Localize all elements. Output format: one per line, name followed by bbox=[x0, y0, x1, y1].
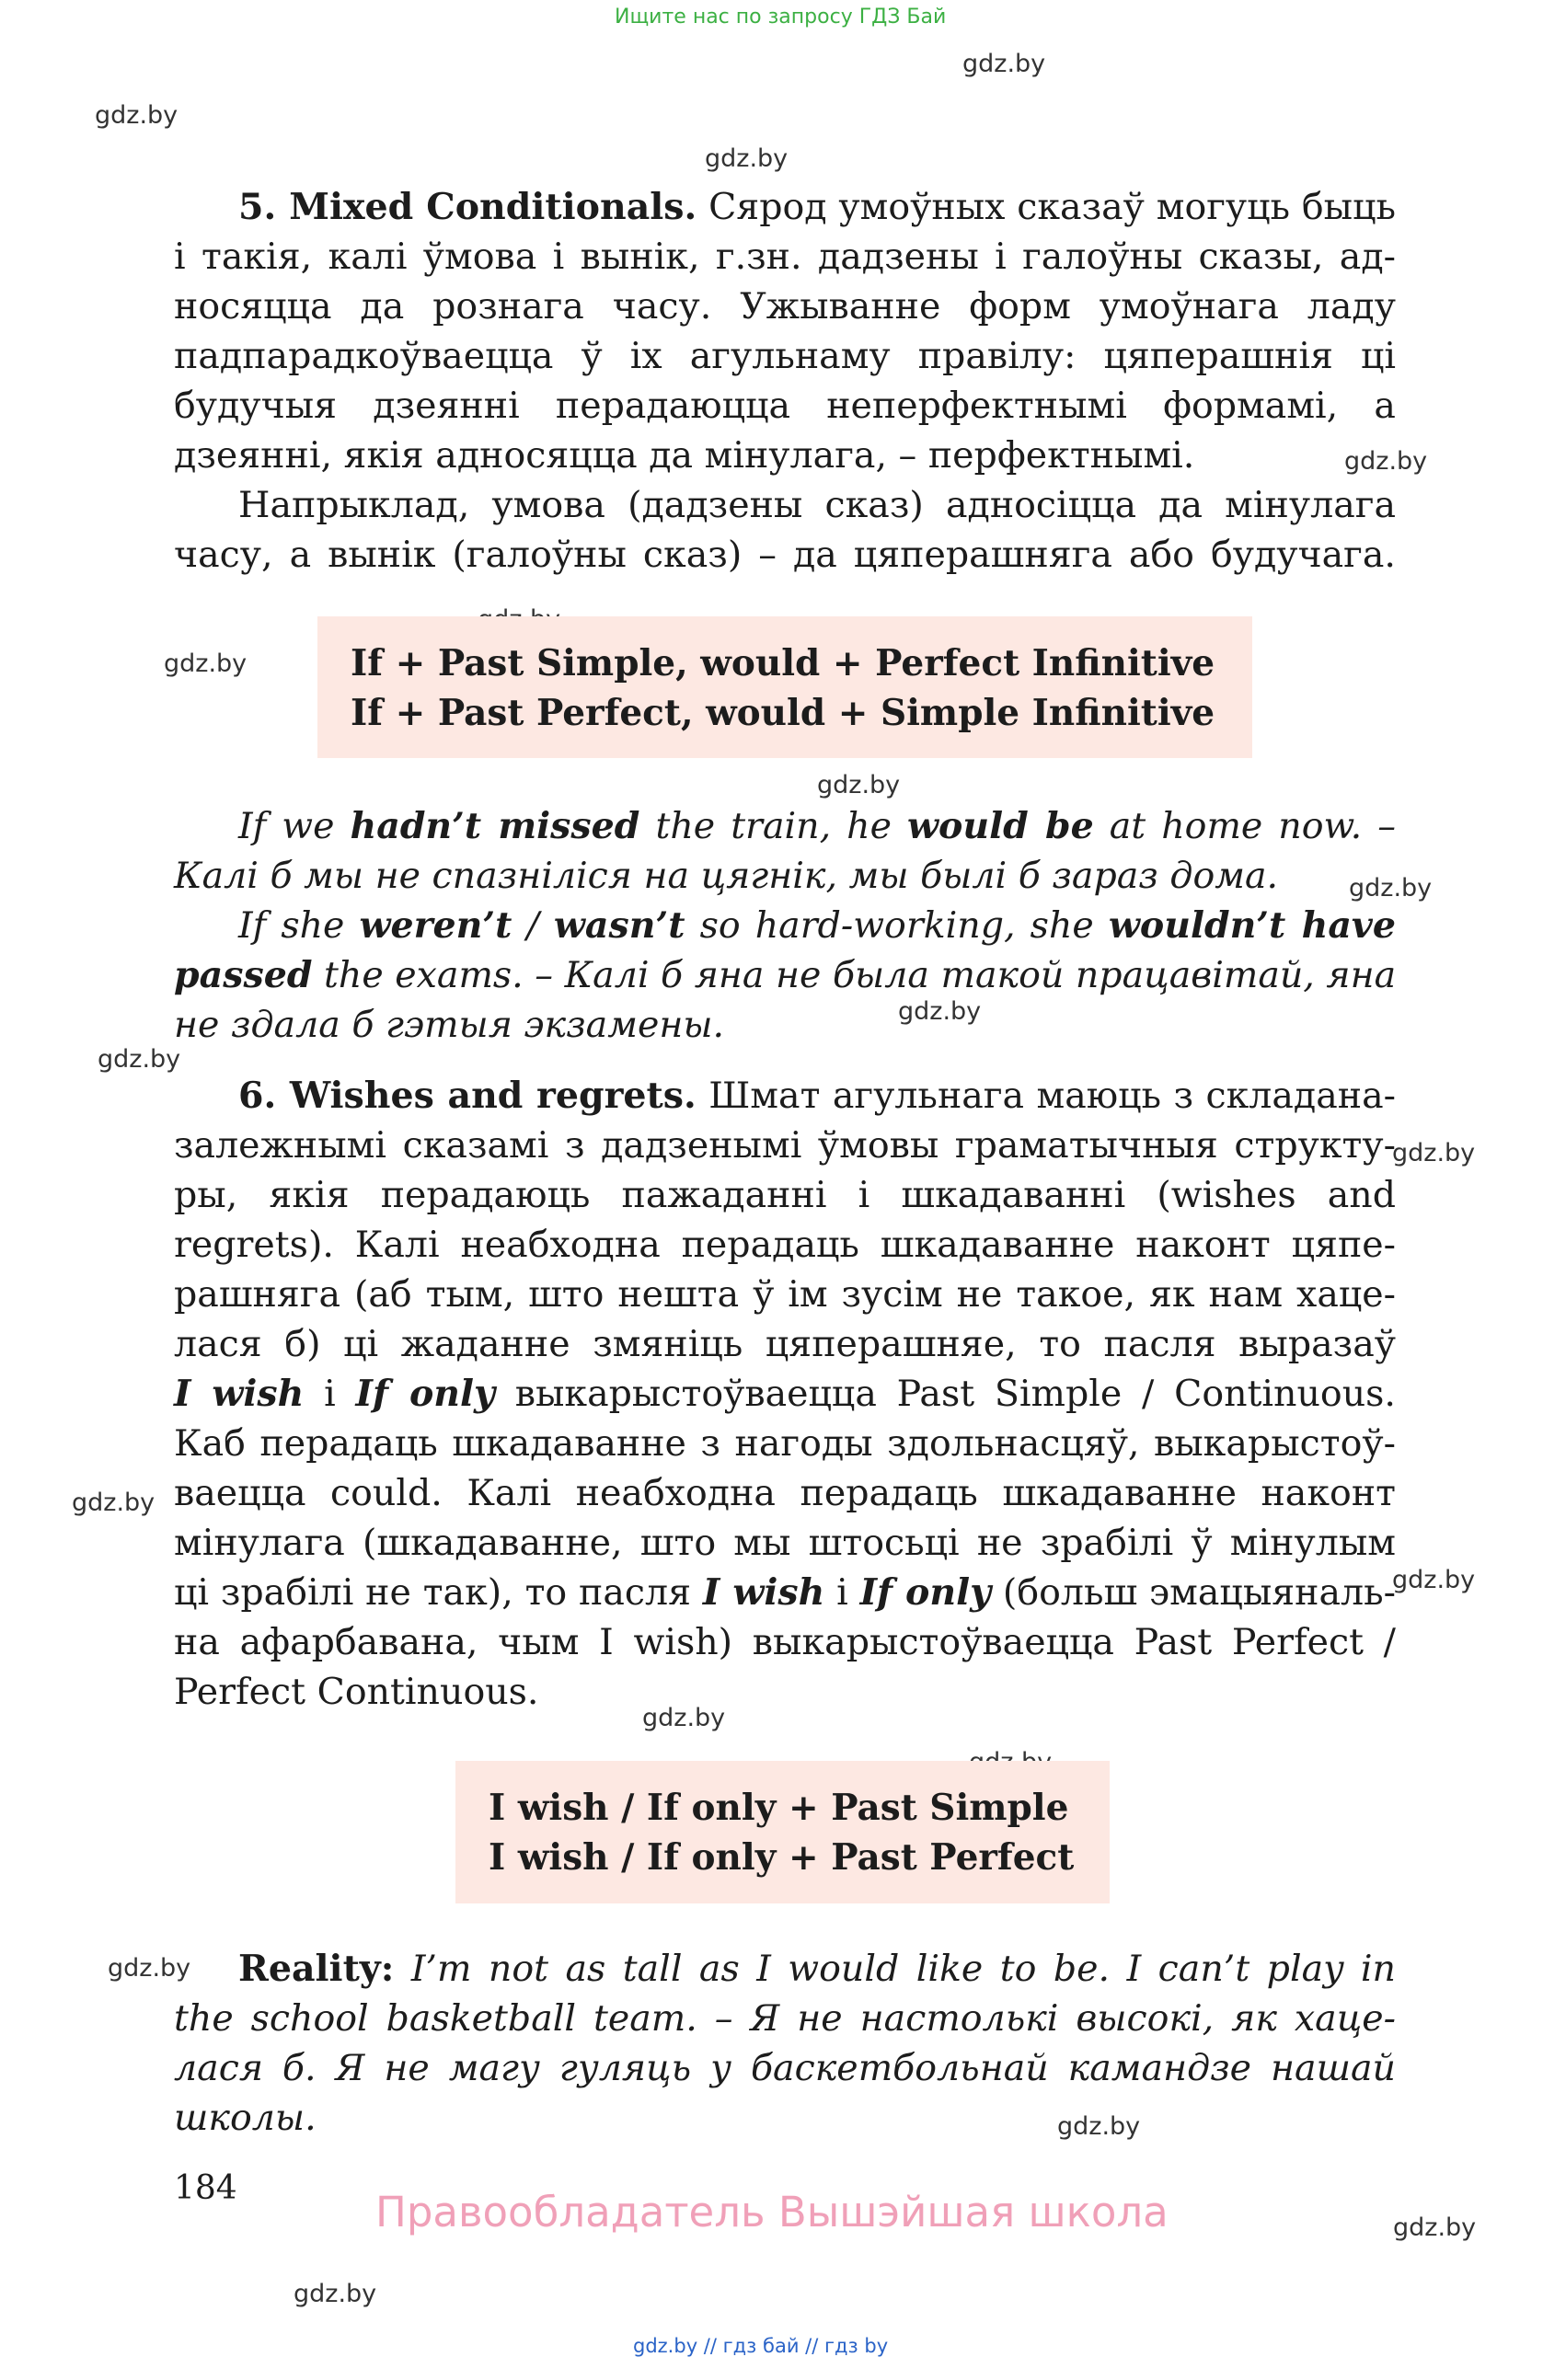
section6-line-12: на афарбавана, чым I wish) выкарыстоўваецца Past Perfect / bbox=[174, 1621, 1396, 1663]
watermark: gdz.by bbox=[1344, 447, 1428, 476]
watermark: gdz.by bbox=[642, 1704, 726, 1732]
reality-line-4: школы. bbox=[174, 2097, 317, 2139]
reality-line-1: Reality: I’m not as tall as I would like to be. I can’t play in bbox=[238, 1948, 1396, 1990]
section6-line-13: Perfect Continuous. bbox=[174, 1671, 539, 1713]
reality-line-2: the school basketball team. – Я не настолькі высокі, як хаце- bbox=[174, 1997, 1396, 2040]
section5-line-2: і такія, калі ўмова і вынік, г.зн. дадзены і галоўны сказы, ад- bbox=[174, 236, 1396, 278]
example-2-line-3: не здала б гэтыя экзамены. bbox=[174, 1004, 725, 1046]
section6-line-6: лася б) ці жаданне змяніць цяперашняе, то пасля выразаў bbox=[174, 1323, 1396, 1365]
watermark: gdz.by bbox=[108, 1954, 191, 1983]
bottom-links[interactable]: gdz.by // гдз бай // гдз by bbox=[633, 2335, 889, 2357]
section5-line-7: Напрыклад, умова (дадзены сказ) адносіцца да мінулага bbox=[238, 484, 1396, 526]
formula-line: If + Past Perfect, would + Simple Infinitive bbox=[351, 692, 1215, 734]
example-2-line-2: passed the exams. – Калі б яна не была такой працавітай, яна bbox=[174, 954, 1397, 996]
section6-line-3: ры, якія перадаюць пажаданні і шкадаванні (wishes and bbox=[174, 1174, 1396, 1216]
watermark: gdz.by bbox=[164, 650, 248, 678]
watermark: gdz.by bbox=[962, 50, 1046, 78]
formula-line: I wish / If only + Past Perfect bbox=[489, 1836, 1075, 1879]
section6-line-5: рашняга (аб тым, што нешта ў ім зусім не такое, як нам хаце- bbox=[174, 1273, 1396, 1316]
formula-line: If + Past Simple, would + Perfect Infinitive bbox=[351, 642, 1215, 684]
section6-line-4: regrets). Калі неабходна перадаць шкадаванне наконт цяпе- bbox=[174, 1224, 1396, 1266]
section5-line-3: носяцца да рознага часу. Ужыванне форм умоўнага ладу bbox=[174, 285, 1396, 328]
search-hint-link[interactable]: Ищите нас по запросу ГДЗ Бай bbox=[615, 6, 947, 29]
section-number: 6. bbox=[238, 1075, 290, 1117]
section6-line-2: залежнымі сказамі з дадзенымі ўмовы граматычныя структу- bbox=[174, 1124, 1396, 1167]
reality-line-3: лася б. Я не магу гуляць у баскетбольнай камандзе нашай bbox=[174, 2047, 1396, 2089]
watermark: gdz.by bbox=[1392, 1566, 1476, 1594]
watermark: gdz.by bbox=[705, 144, 789, 173]
section6-line-9: ваецца could. Калі неабходна перадаць шкадаванне наконт bbox=[174, 1472, 1396, 1514]
page-number: 184 bbox=[174, 2169, 237, 2207]
watermark: gdz.by bbox=[294, 2280, 377, 2308]
watermark: gdz.by bbox=[817, 771, 901, 799]
watermark: gdz.by bbox=[98, 1045, 181, 1074]
watermark: gdz.by bbox=[1349, 874, 1433, 903]
section6-line-10: мінулага (шкадаванне, што мы штосьці не зрабілі ў мінулым bbox=[174, 1522, 1396, 1564]
copyright-footer: Правообладатель Вышэйшая школа bbox=[375, 2188, 1169, 2236]
formula-line: I wish / If only + Past Simple bbox=[489, 1787, 1069, 1829]
example-2-line-1: If she weren’t / wasn’t so hard-working, she wouldn’t have bbox=[238, 904, 1397, 947]
section6-line-11: ці зрабілі не так), то пасля I wish і If only (больш эмацыяналь- bbox=[174, 1571, 1396, 1614]
section6-line-8: Каб перадаць шкадаванне з нагоды здольнасцяў, выкарыстоў- bbox=[174, 1422, 1396, 1465]
section5-line-4: падпарадкоўваецца ў іх агульнаму правілу: цяперашнія ці bbox=[174, 335, 1396, 377]
section6-line-1: 6. Wishes and regrets. Шмат агульнага маюць з складана- bbox=[238, 1075, 1397, 1117]
section5-line-5: будучыя дзеянні перадаюцца неперфектнымі формамі, а bbox=[174, 385, 1396, 427]
watermark: gdz.by bbox=[1393, 2213, 1477, 2242]
watermark: gdz.by bbox=[1392, 1139, 1476, 1167]
section6-line-7: I wish і If only выкарыстоўваецца Past Simple / Continuous. bbox=[174, 1373, 1396, 1415]
watermark: gdz.by bbox=[898, 997, 982, 1026]
section5-line-8: часу, а вынік (галоўны сказ) – да цяперашняга або будучага. bbox=[174, 534, 1396, 576]
watermark: gdz.by bbox=[95, 101, 178, 130]
section-title: Mixed Conditionals. bbox=[289, 186, 697, 228]
section5-line-1: 5. Mixed Conditionals. Сярод умоўных сказаў могуць быць bbox=[238, 186, 1396, 228]
section5-line-6: дзеянні, якія адносяцца да мінулага, – перфектнымі. bbox=[174, 434, 1195, 477]
watermark: gdz.by bbox=[1057, 2112, 1141, 2141]
reality-label: Reality: bbox=[238, 1948, 395, 1990]
section-title: Wishes and regrets. bbox=[289, 1075, 697, 1117]
watermark: gdz.by bbox=[72, 1489, 155, 1517]
section-number: 5. bbox=[238, 186, 290, 228]
example-1-line-2: Калі б мы не спазніліся на цягнік, мы былі б зараз дома. bbox=[174, 855, 1279, 897]
example-1-line-1: If we hadn’t missed the train, he would be at home now. – bbox=[238, 805, 1396, 847]
